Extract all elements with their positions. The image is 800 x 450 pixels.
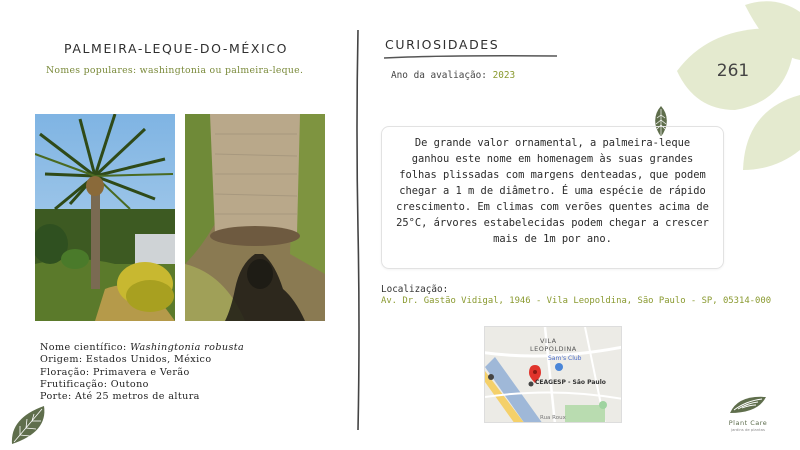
- logo-name: Plant Care: [728, 419, 768, 427]
- map-street-label: Rua Roux: [540, 415, 566, 421]
- curiosity-text-box: [381, 126, 724, 269]
- title-underline: [383, 54, 558, 60]
- location-address: Av. Dr. Gastão Vidigal, 1946 - Vila Leopoldina, São Paulo - SP, 05314-000: [381, 296, 772, 306]
- map-area-label-2: LEOPOLDINA: [530, 345, 577, 353]
- fact-size: Porte: Até 25 metros de altura: [40, 391, 200, 403]
- map-poi-pin-label[interactable]: CEAGESP - São Paulo: [535, 379, 606, 386]
- plant-number: 261: [716, 61, 750, 81]
- location-map[interactable]: [484, 326, 622, 423]
- evaluation-year: [391, 70, 515, 81]
- fact-scientific-name: [40, 342, 244, 354]
- logo-leaf-icon: [728, 393, 768, 415]
- palm-trunk-photo: [185, 114, 325, 321]
- palm-tree-photo: [35, 114, 175, 321]
- section-title: CURIOSIDADES: [385, 37, 500, 52]
- scientific-name-value: Washingtonia robusta: [130, 342, 245, 353]
- species-title: PALMEIRA-LEQUE-DO-MÉXICO: [64, 41, 289, 56]
- map-poi-store[interactable]: Sam's Club: [548, 355, 582, 362]
- year-label: Ano da avaliação:: [391, 70, 493, 81]
- brand-logo: [720, 393, 776, 432]
- year-value: 2023: [492, 70, 516, 81]
- vertical-divider: [354, 30, 362, 430]
- popular-names: Nomes populares: washingtonia ou palmeira-leque.: [46, 65, 304, 76]
- curiosity-text: De grande valor ornamental, a palmeira-leque ganhou este nome em homenagem às suas grandes folhas plissadas com margens denteadas, que podem chegar a 1 m de diâmetro. É uma espécie de rápido crescimento. Em climas com verões quentes acima de 25°C, árvores estabelecidas podem chegar a crescer mais de 1m por ano.: [396, 137, 709, 245]
- map-area-label-1: VILA: [540, 337, 557, 345]
- fact-origin: Origem: Estados Unidos, México: [40, 354, 212, 366]
- fact-flowering: Floração: Primavera e Verão: [40, 366, 190, 378]
- fact-fruiting: Frutificação: Outono: [40, 378, 149, 390]
- fact-label: Nome científico:: [40, 342, 131, 353]
- species-facts: [40, 342, 244, 403]
- location-label: Localização:: [381, 284, 449, 295]
- leaf-icon: [8, 404, 48, 446]
- logo-tagline: jardins de plantas: [731, 427, 765, 432]
